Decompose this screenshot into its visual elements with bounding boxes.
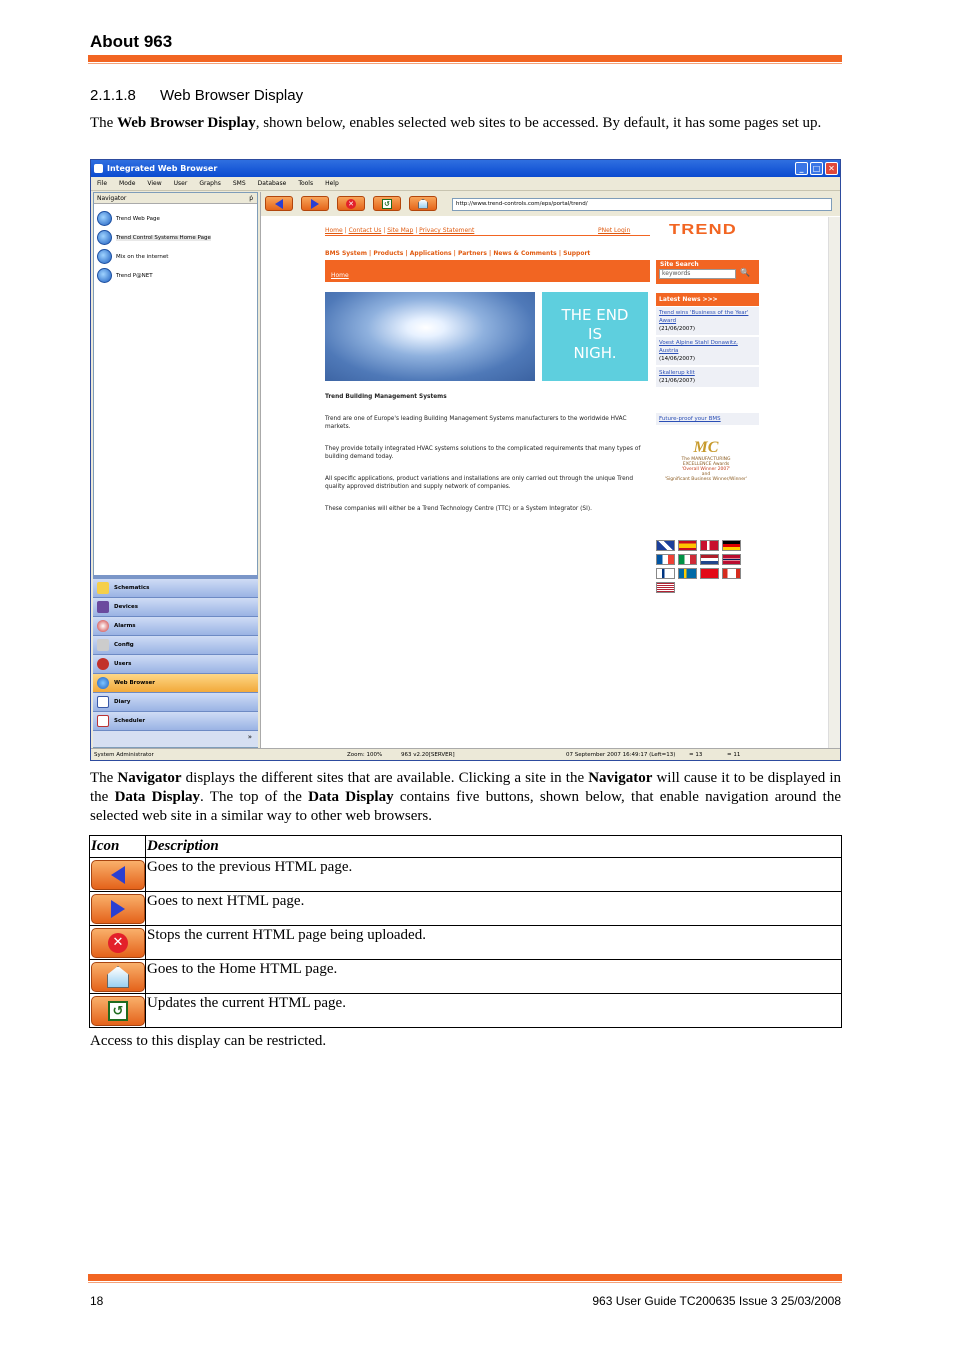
web-paragraph: These companies will either be a Trend Technology Centre (TTC) or a System Integrator (SI).	[325, 506, 592, 512]
stop-button-sample	[91, 928, 145, 958]
table-row	[90, 858, 842, 892]
web-page-icon	[97, 268, 112, 283]
web-paragraph: Trend are one of Europe's leading Building Management Systems manufacturers to the worldwide HVAC markets.	[325, 416, 627, 430]
site-main-nav: BMS System | Products | Applications | Partners | News & Comments | Support	[325, 250, 591, 257]
outlook-button-config[interactable]	[93, 636, 258, 655]
web-page	[261, 217, 829, 748]
window-controls	[795, 162, 838, 175]
outlook-label: Scheduler	[114, 718, 146, 724]
award-text: The MANUFACTURING	[681, 457, 731, 462]
navigator-item-trend-pnet[interactable]	[94, 266, 257, 285]
home-button-sample	[91, 962, 145, 992]
flag-canada-icon[interactable]	[722, 568, 741, 579]
flag-netherlands-icon[interactable]	[700, 554, 719, 565]
flag-usa-icon[interactable]	[656, 582, 675, 593]
outlook-label: Alarms	[114, 623, 136, 629]
maximize-icon[interactable]: □	[810, 162, 823, 175]
outlook-button-schematics[interactable]	[93, 579, 258, 598]
outlook-label: Web Browser	[114, 680, 155, 686]
nav-products[interactable]: Products	[373, 250, 404, 257]
news-item	[656, 367, 759, 387]
stop-icon: ✕	[346, 199, 356, 209]
window-title-bar	[91, 160, 840, 177]
outlook-label: Diary	[114, 699, 131, 705]
outlook-bar	[93, 575, 258, 747]
home-button[interactable]	[409, 196, 437, 211]
stop-icon: ✕	[108, 933, 128, 953]
web-paragraph: They provide totally integrated HVAC systems solutions to the complicated requirements that many types of building demand today.	[325, 446, 641, 460]
news-date: (21/06/2007)	[659, 378, 695, 384]
table-row	[90, 926, 842, 960]
web-page-body	[325, 393, 650, 527]
menu-tools[interactable]: Tools	[298, 180, 314, 187]
outlook-button-users[interactable]	[93, 655, 258, 674]
nav-news[interactable]: News & Comments	[493, 250, 557, 257]
award-text: 'Overall Winner 2007'	[681, 467, 731, 472]
table-row	[90, 892, 842, 926]
status-device-count: = 11	[727, 752, 741, 758]
users-icon	[97, 658, 109, 670]
back-button-sample	[91, 860, 145, 890]
home-icon	[107, 966, 129, 988]
table-cell-description: Stops the current HTML page being uploaded.	[146, 926, 842, 960]
table-cell-icon	[90, 858, 146, 892]
web-page-icon	[97, 211, 112, 226]
navigator-header	[94, 193, 257, 204]
intro-bold: Web Browser Display	[117, 115, 256, 131]
trend-logo[interactable]: TREND	[669, 221, 738, 238]
para-bold: Data Display	[114, 789, 201, 805]
outlook-button-web-browser[interactable]	[93, 674, 258, 693]
flag-denmark-icon[interactable]	[700, 540, 719, 551]
para-bold: Data Display	[308, 789, 394, 805]
award-logo	[659, 439, 753, 505]
award-text: EXCELLENCE Awards	[682, 462, 730, 467]
banner-line: NIGH.	[573, 344, 617, 362]
outlook-label: Devices	[114, 604, 139, 610]
language-flags	[656, 540, 746, 593]
browser-toolbar	[261, 192, 841, 216]
intro-text-end: , shown below, enables selected web sites to be accessed. By default, it has some pages set up.	[255, 115, 822, 131]
news-date: (21/06/2007)	[659, 326, 695, 332]
table-cell-icon	[90, 994, 146, 1028]
forward-arrow-icon	[311, 199, 319, 209]
diary-icon	[97, 696, 109, 708]
navigator-paragraph	[90, 769, 841, 826]
status-bar	[91, 748, 840, 760]
header-rule-thin	[88, 63, 842, 64]
forward-arrow-icon	[111, 900, 125, 918]
table-cell-description: Goes to the Home HTML page.	[146, 960, 842, 994]
intro-text: The	[90, 115, 118, 131]
config-icon	[97, 639, 109, 651]
outlook-label: Schematics	[114, 585, 150, 591]
devices-icon	[97, 601, 109, 613]
table-cell-icon	[90, 960, 146, 994]
top-links: Home | Contact Us | Site Map | Privacy Statement	[325, 227, 475, 234]
table-row	[90, 960, 842, 994]
section-title: Web Browser Display	[160, 87, 304, 104]
status-alarm-count: = 13	[689, 752, 703, 758]
table-cell-icon	[90, 926, 146, 960]
para-text: contains five buttons, shown below, that enable navigation around the selected web site in a similar way to other web browsers.	[90, 789, 842, 824]
table-cell-icon	[90, 892, 146, 926]
news-item	[656, 307, 759, 335]
web-page-icon	[97, 249, 112, 264]
link-contact-us[interactable]: Contact Us	[348, 227, 382, 234]
nav-applications[interactable]: Applications	[409, 250, 452, 257]
status-zoom: Zoom: 100%	[347, 752, 383, 758]
outlook-button-devices[interactable]	[93, 598, 258, 617]
window-title: Integrated Web Browser	[107, 164, 218, 173]
news-item	[656, 337, 759, 365]
flag-uk-icon[interactable]	[656, 540, 675, 551]
end-is-nigh-banner	[542, 292, 648, 381]
flag-italy-icon[interactable]	[678, 554, 697, 565]
home-icon	[418, 199, 428, 209]
pin-icon[interactable]: ṗ	[249, 195, 253, 202]
news-link[interactable]: Trend wins 'Business of the Year' Award	[659, 310, 749, 324]
menu-file[interactable]: File	[97, 180, 108, 187]
scheduler-icon	[97, 715, 109, 727]
address-bar[interactable]: http://www.trend-controls.com/eps/portal/trend/	[452, 198, 832, 211]
news-date: (14/06/2007)	[659, 356, 695, 362]
flag-france-icon[interactable]	[656, 554, 675, 565]
para-bold: Navigator	[117, 770, 182, 786]
navigator-item-label: Trend Control Systems Home Page	[116, 234, 211, 241]
section-number: 2.1.1.8	[90, 87, 136, 104]
navigator-item-trend-control-systems[interactable]	[94, 228, 257, 247]
nav-bms-system[interactable]: BMS System	[325, 250, 367, 257]
link-home[interactable]: Home	[325, 227, 343, 234]
flag-norway-icon[interactable]	[722, 554, 741, 565]
document-reference: 963 User Guide TC200635 Issue 3 25/03/2008	[592, 1294, 841, 1308]
refresh-button[interactable]	[373, 196, 401, 211]
footer-rule	[88, 1274, 842, 1281]
minimize-icon[interactable]: _	[795, 162, 808, 175]
back-arrow-icon	[275, 199, 283, 209]
chevron-down-icon: »	[247, 733, 252, 741]
award-mark: MC	[693, 439, 719, 456]
status-version: 963 v2.20[SERVER]	[401, 752, 455, 758]
back-arrow-icon	[111, 866, 125, 884]
latest-news-header[interactable]: Latest News >>>	[656, 293, 759, 306]
nav-partners[interactable]: Partners	[457, 250, 487, 257]
navigator-item-label: Trend Web Page	[116, 215, 160, 222]
footer-rule-thin	[88, 1282, 842, 1283]
para-text: will cause it to be displayed in the	[90, 770, 841, 805]
closing-paragraph: Access to this display can be restricted.	[90, 1033, 327, 1049]
news-link[interactable]: Voest Alpine Stahl Donawitz, Austria	[659, 340, 738, 354]
navigator-item-mix[interactable]	[94, 247, 257, 266]
intro-paragraph	[90, 114, 841, 133]
menu-view[interactable]: View	[147, 180, 162, 187]
site-search-label: Site Search	[660, 261, 699, 268]
navigator-item-label: Trend P@NET	[116, 272, 153, 279]
link-pnet-login[interactable]: PNet Login	[598, 227, 631, 234]
outlook-label: Config	[114, 642, 134, 648]
flag-germany-icon[interactable]	[722, 540, 741, 551]
menu-sms[interactable]: SMS	[232, 180, 246, 187]
web-page-icon	[97, 230, 112, 245]
future-proof-link[interactable]: Future-proof your BMS	[656, 413, 759, 425]
table-row	[90, 994, 842, 1028]
breadcrumb-home[interactable]: Home	[331, 272, 349, 279]
folder-icon	[97, 582, 109, 594]
flag-turkey-icon[interactable]	[700, 568, 719, 579]
browser-screenshot	[90, 159, 841, 761]
status-user: System Administrator	[94, 752, 154, 758]
outlook-overflow[interactable]	[93, 731, 258, 747]
refresh-icon: ↺	[382, 199, 392, 209]
table-cell-description: Goes to next HTML page.	[146, 892, 842, 926]
alarm-icon	[97, 620, 109, 632]
banner-line: IS	[588, 325, 602, 343]
news-list	[656, 307, 759, 389]
navigator-item-trend-web-page[interactable]	[94, 209, 257, 228]
forward-button-sample	[91, 894, 145, 924]
search-icon[interactable]: 🔍	[740, 268, 750, 277]
refresh-icon: ↺	[108, 1001, 128, 1021]
section-heading	[90, 87, 303, 104]
menu-bar	[91, 177, 840, 191]
flag-sweden-icon[interactable]	[678, 568, 697, 579]
para-text: displays the different sites that are available. Clicking a site in the	[181, 770, 589, 786]
back-button[interactable]	[265, 196, 293, 211]
top-rule	[325, 235, 650, 236]
stop-button[interactable]	[337, 196, 365, 211]
refresh-button-sample	[91, 996, 145, 1026]
para-text: The	[90, 770, 118, 786]
flag-spain-icon[interactable]	[678, 540, 697, 551]
web-paragraph: All specific applications, product variations and installations are only carried out through the unique Trend quality approved distribution and supply network of companies.	[325, 476, 634, 490]
sky-banner-image	[325, 292, 535, 381]
data-display	[260, 192, 840, 748]
page-number: 18	[90, 1294, 104, 1308]
navigator-title: Navigator	[97, 195, 127, 202]
globe-icon	[97, 677, 109, 689]
news-link[interactable]: Skallerup klit	[659, 370, 695, 376]
navigator-list	[94, 204, 257, 285]
table-cell-description: Updates the current HTML page.	[146, 994, 842, 1028]
icon-description-table	[89, 835, 842, 1028]
banner-line: THE END	[561, 306, 629, 324]
vertical-scrollbar[interactable]	[828, 217, 840, 748]
nav-support[interactable]: Support	[563, 250, 591, 257]
outlook-label: Users	[114, 661, 132, 667]
table-header-description: Description	[146, 836, 842, 858]
navigator-item-label: Mix on the internet	[116, 253, 169, 260]
menu-mode[interactable]: Mode	[119, 180, 136, 187]
para-text: . The top of the	[200, 789, 309, 805]
table-cell-description: Goes to the previous HTML page.	[146, 858, 842, 892]
link-privacy[interactable]: Privacy Statement	[419, 227, 475, 234]
site-search	[656, 260, 759, 284]
forward-button[interactable]	[301, 196, 329, 211]
table-header-row	[90, 836, 842, 858]
table-header-icon: Icon	[90, 836, 146, 858]
flag-finland-icon[interactable]	[656, 568, 675, 579]
para-bold: Navigator	[588, 770, 653, 786]
app-icon	[94, 164, 103, 173]
breadcrumb-band	[325, 260, 650, 282]
outlook-button-scheduler[interactable]	[93, 712, 258, 731]
web-page-heading: Trend Building Management Systems	[325, 394, 447, 400]
outlook-button-diary[interactable]	[93, 693, 258, 712]
menu-database[interactable]: Database	[257, 180, 287, 187]
menu-graphs[interactable]: Graphs	[199, 180, 221, 187]
menu-user[interactable]: User	[173, 180, 188, 187]
page-header-title: About 963	[90, 32, 173, 51]
link-site-map[interactable]: Site Map	[387, 227, 414, 234]
site-search-input[interactable]: keywords	[659, 269, 736, 279]
award-text: and	[701, 472, 711, 477]
header-rule	[88, 55, 842, 62]
close-icon[interactable]: ✕	[825, 162, 838, 175]
award-text: 'Significant Business Winner/Winner'	[664, 477, 748, 482]
status-datetime: 07 September 2007 16:49:17 (Left=13)	[566, 752, 676, 758]
menu-help[interactable]: Help	[325, 180, 339, 187]
outlook-button-alarms[interactable]	[93, 617, 258, 636]
